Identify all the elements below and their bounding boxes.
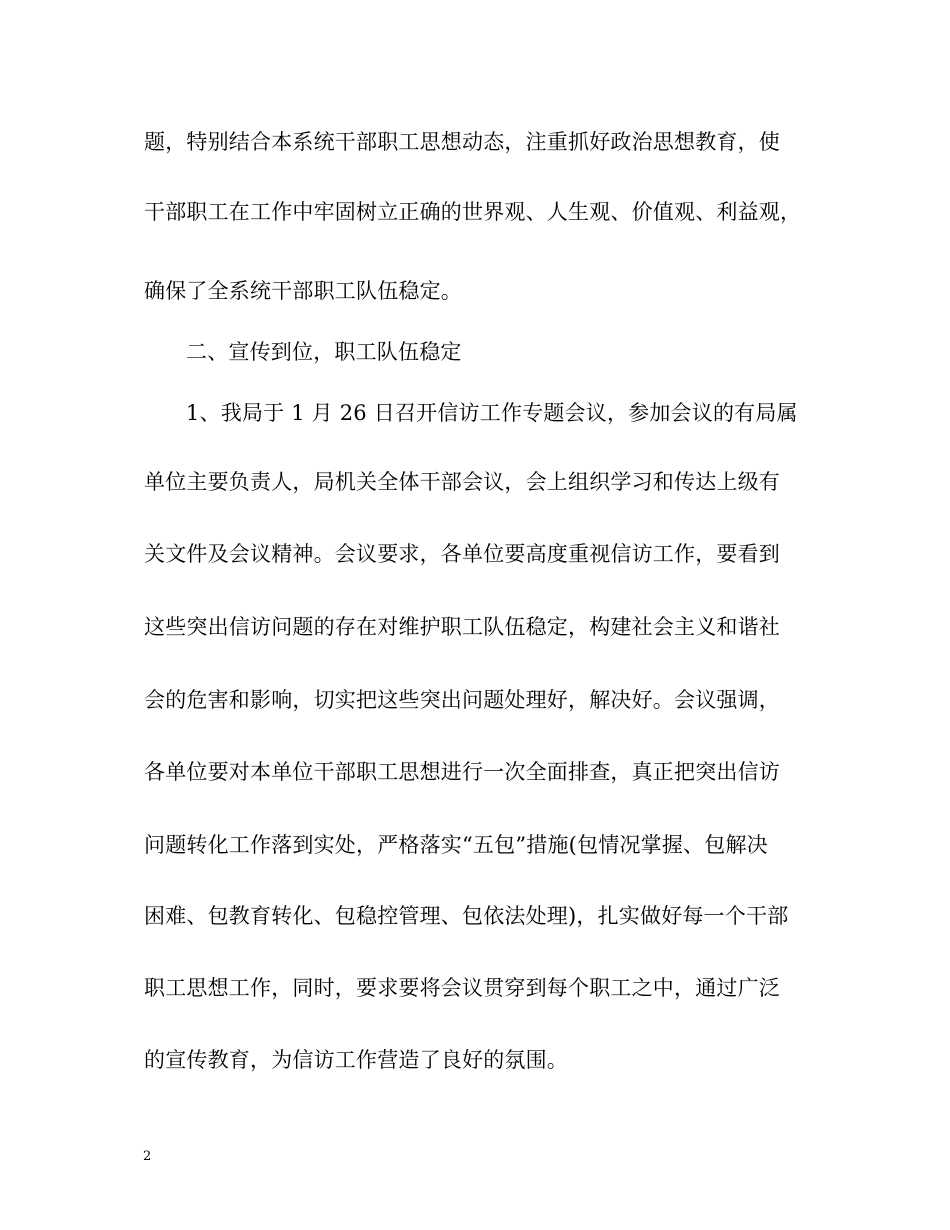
paragraph-line: 1、我局于 1 月 26 日召开信访工作专题会议，参加会议的有局属 xyxy=(186,401,798,425)
paragraph-line: 职工思想工作，同时，要求要将会议贯穿到每个职工之中，通过广泛 xyxy=(144,976,780,1000)
paragraph-line: 关文件及会议精神。会议要求，各单位要高度重视信访工作，要看到 xyxy=(144,542,780,566)
section-heading: 二、宣传到位，职工队伍稳定 xyxy=(186,340,462,364)
paragraph-line: 会的危害和影响，切实把这些突出问题处理好，解决好。会议强调， xyxy=(144,688,780,712)
paragraph-line: 问题转化工作落到实处，严格落实“五包”措施(包情况掌握、包解决 xyxy=(144,833,768,857)
paragraph-line: 干部职工在工作中牢固树立正确的世界观、人生观、价值观、利益观， xyxy=(144,200,802,224)
page-number: 2 xyxy=(143,1149,152,1164)
paragraph-line: 的宣传教育，为信访工作营造了良好的氛围。 xyxy=(144,1048,568,1072)
paragraph-line: 题，特别结合本系统干部职工思想动态，注重抓好政治思想教育，使 xyxy=(144,130,780,154)
paragraph-line: 确保了全系统干部职工队伍稳定。 xyxy=(144,279,462,303)
paragraph-line: 这些突出信访问题的存在对维护职工队伍稳定，构建社会主义和谐社 xyxy=(144,615,780,639)
paragraph-line: 困难、包教育转化、包稳控管理、包依法处理)，扎实做好每一个干部 xyxy=(144,904,789,928)
paragraph-line: 单位主要负责人，局机关全体干部会议，会上组织学习和传达上级有 xyxy=(144,470,780,494)
paragraph-line: 各单位要对本单位干部职工思想进行一次全面排查，真正把突出信访 xyxy=(144,760,780,784)
